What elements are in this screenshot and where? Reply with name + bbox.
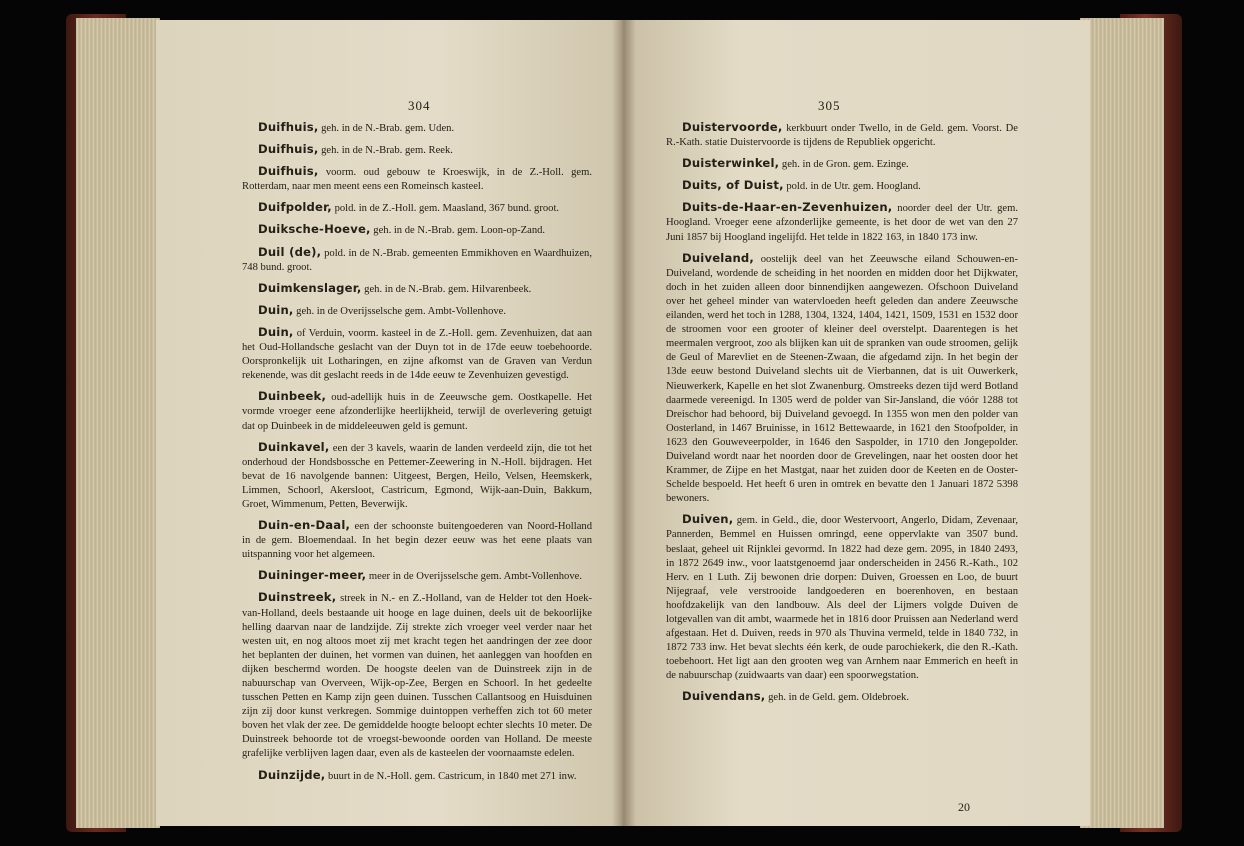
entry-headword: Duil (de), (258, 244, 322, 259)
entry-text: streek in N.- en Z.-Holland, van de Helder tot den Hoek-van-Holland, deels bestaande uit hooge en lage duinen, deels uit de bekoorlijke helling daarvan naar de landzijde. Zij strekte zich vroeger veel verder naar het westen uit, en nog altoos moet zij met kracht tegen het aandringen der zee door het beplanten der duinen, het vormen van duinen, het aanleggen van hoofden en dijken beschermd worden. De hoogste deelen van de Duinstreek zijn in de nabuurschap van Overveen, Wijk-op-Zee, Bergen en Schoorl. In het gedeelte tusschen Petten en Kamp zijn geen duinen. Tusschen Callantsoog en Huisduinen zijn zij door kunst verkregen. Sommige duintoppen verheffen zich tot 60 meter boven het vlak der zee. De gemiddelde hoogte beloopt echter slechts 10 meter. De Duinstreek behoorde tot de vroegst-bewoonde oorden van Holland. De meeste grafelijke verblijven lagen daar, even als de kasteelen der voornaamste edelen. (242, 593, 592, 760)
page-edges-left (76, 18, 160, 828)
entry-text: oostelijk deel van het Zeeuwsche eiland Schouwen-en-Duiveland, wordende de scheiding in het noorden en midden door het Dijkwater, doch in het zuiden alleen door binnendijken aangewezen. Ofschoon Duiveland over het geheel minder van watervloeden heeft geleden dan andere Zeeuwsche eilanden, werd het toch in 1288, 1304, 1324, 1404, 1421, 1509, 1531 en 1532 door de stroomen voor een grooter of kleiner deel overstelpt. Daarentegen is het meermalen vergroot, zoo als blijken kan uit de spranken van oude stroomen, gelijk de Geul of Marevliet en de Steenen-Zwaan, die afgedamd zijn. In het begin der 13de eeuw bestond Duiveland slechts uit de Vierbannen, dat is uit Ouwerkerk, Nieuwerkerk, Kapelle en het slot Zwanenburg. Omstreeks dezen tijd werd Botland daarmede vereenigd. In 1305 werd de polder van Sir-Jansland, die vóór 1288 tot Dreischor had behoord, bij Duiveland gevoegd. In 1355 won men den polder van Oosterland, in 1467 Bruinisse, in 1612 Bettewaarde, in 1621 den Stoofpolder, in 1623 den Gouweveerpolder, in 1646 den Saspolder, in 1710 den Jongepolder. Duiveland wordt naar het noorden door de Grevelingen, naar het oosten door het Krammer, de Zijpe en het Mastgat, naar het zuiden door de Keeten en de Ooster-Schelde bespoeld. Het heeft 6 uren in omtrek en bevatte den 1 Januari 1872 5398 bewoners. (666, 253, 1018, 505)
entry-text: geh. in de N.-Brab. gem. Loon-op-Zand. (370, 225, 546, 237)
entry-text: pold. in de Utr. gem. Hoogland. (783, 181, 921, 193)
entry-headword: Duinstreek, (258, 590, 337, 605)
entry-headword: Duifhuis, (258, 120, 319, 134)
entry-text: geh. in de N.-Brab. gem. Reek. (318, 145, 453, 157)
dictionary-entry (242, 768, 592, 784)
dictionary-entry (242, 440, 592, 512)
entry-headword: Duinzijde, (258, 767, 326, 782)
entry-text: meer in de Overijsselsche gem. Ambt-Vollenhove. (366, 571, 582, 583)
entry-text: buurt in de N.-Holl. gem. Castricum, in 1840 met 271 inw. (325, 770, 577, 782)
dictionary-entry (242, 325, 592, 383)
dictionary-entry (242, 281, 592, 297)
entry-headword: Duin-en-Daal, (258, 518, 351, 533)
entry-text: geh. in de Gron. gem. Ezinge. (779, 159, 909, 171)
entry-text: noorder deel der Utr. gem. Hoogland. Vroeger eene afzonderlijke gemeente, is het door de wet van den 27 Juni 1857 bij Hoogland ingelijfd. Het telde in 1822 163, in 1840 173 inw. (666, 203, 1018, 243)
dictionary-entry (666, 120, 1018, 150)
entry-headword: Duiveland, (682, 250, 755, 265)
dictionary-entry (242, 303, 592, 319)
entry-text: kerkbuurt onder Twello, in de Geld. gem. Voorst. De R.-Kath. statie Duistervoorde is tijdens de Republiek opgericht. (666, 123, 1018, 149)
right-page (622, 20, 1090, 826)
dictionary-entry (242, 518, 592, 562)
entry-headword: Duits-de-Haar-en-Zevenhuizen, (682, 200, 893, 215)
entry-headword: Duinbeek, (258, 389, 327, 404)
entry-headword: Duinkavel, (258, 439, 330, 454)
dictionary-entry (666, 251, 1018, 507)
page-number: 305 (818, 98, 841, 113)
entry-headword: Duiven, (682, 512, 734, 527)
entry-text: een der schoonste buitengoederen van Noord-Holland in de gem. Bloemendaal. In het begin dezer eeuw was het eene plaats van uitspanning voor het algemeen. (242, 521, 592, 561)
entry-text: een der 3 kavels, waarin de landen verdeeld zijn, die tot het onderhoud der Hondsbossche en Pettemer-Zeewering in N.-Holl. bijdragen. Het bevat de 16 navolgende bannen: Uitgeest, Bergen, Heilo, Velsen, Heemskerk, Limmen, Schoorl, Akersloot, Castricum, Egmond, Wijk-aan-Duin, Bakkum, Groet, Wimmenum, Petten, Beverwijk. (242, 442, 592, 510)
dictionary-entry (242, 590, 592, 761)
left-page (156, 20, 626, 826)
dictionary-entry (242, 389, 592, 433)
entry-text: gem. in Geld., die, door Westervoort, Angerlo, Didam, Zevenaar, Pannerden, Bemmel en Huissen omringd, eene oppervlakte van 3507 bund. beslaat, geheel uit Rijnklei gevormd. In 1822 had deze gem. 2095, in 1840 2493, in 1872 2649 inw., voor laatstgenoemd jaar onderscheiden in 2456 R.-Kath., 102 Herv. en 1 Luth. Zij bewonen drie dorpen: Duiven, Groessen en Loo, de buurt Nijegraaf, vele verstrooide landgoederen en boerenhoven, en bestaan hoofdzakelijk van den landbouw. Als deel der Lijmers volgde Duiven de lotgevallen van dit ambt, waarmede het in 1816 door Pruissen aan Nederland werd afgestaan. Het d. Duiven, reeds in 970 als Thuvina vermeld, telde in 1840 732, in 1872 733 inw. Het bevat slechts één kerk, de oude parochiekerk, die den R.-Kath. toebehoort. Het ligt aan den grooten weg van Arnhem naar Emmerich en heeft in de nabuurschap (zuidwaarts van daar) een spoorwegstation. (666, 515, 1018, 682)
entry-headword: Duistervoorde, (682, 120, 783, 134)
entry-text: geh. in de N.-Brab. gem. Uden. (318, 123, 455, 134)
dictionary-entry (242, 200, 592, 216)
entry-text: geh. in de Overijsselsche gem. Ambt-Vollenhove. (293, 305, 507, 317)
entry-text: geh. in de Geld. gem. Oldebroek. (765, 692, 909, 704)
entry-headword: Duininger-meer, (258, 568, 367, 583)
entry-text: geh. in de N.-Brab. gem. Hilvarenbeek. (361, 283, 532, 295)
entry-headword: Duimkenslager, (258, 280, 362, 295)
entry-list (666, 120, 1018, 712)
entry-headword: Duits, of Duist, (682, 178, 784, 193)
dictionary-entry (242, 222, 592, 238)
entry-text: pold. in de N.-Brab. gemeenten Emmikhoven en Waardhuizen, 748 bund. groot. (242, 247, 592, 273)
dictionary-entry (666, 689, 1018, 705)
page-edges-right (1080, 18, 1164, 828)
entry-text: voorm. oud gebouw te Kroeswijk, in de Z.-Holl. gem. Rotterdam, naar men meent eens een Romeinsch kasteel. (242, 167, 592, 193)
dictionary-entry (666, 156, 1018, 172)
page-number: 304 (408, 98, 431, 113)
entry-text: oud-adellijk huis in de Zeeuwsche gem. Oostkapelle. Het vormde vroeger eene afzonderlijke heerlijkheid, terwijl de overlevering getuigt dat op Duinbeek in de middeleeuwen geld is gemunt. (242, 392, 592, 432)
dictionary-entry (666, 512, 1018, 683)
dictionary-entry (666, 178, 1018, 194)
signature-mark: 20 (958, 800, 970, 814)
entry-headword: Duivendans, (682, 689, 766, 704)
dictionary-entry (242, 245, 592, 275)
entry-headword: Duiksche-Hoeve, (258, 222, 371, 237)
entry-headword: Duifhuis, (258, 164, 319, 179)
entry-headword: Duifhuis, (258, 142, 319, 157)
dictionary-entry (666, 200, 1018, 244)
dictionary-entry (242, 120, 592, 136)
book-gutter (612, 20, 636, 826)
entry-list (242, 120, 592, 790)
entry-text: of Verduin, voorm. kasteel in de Z.-Holl. gem. Zevenhuizen, dat aan het Oud-Hollandsche geslacht van der Duyn tot in de 17de eeuw toebehoorde. Oorspronkelijk uit Lotharingen, en zijne afkomst van de Graven van Verdun rekenende, was dit geslacht reeds in de 14de eeuw te Zevenhuizen gevestigd. (242, 327, 592, 382)
dictionary-entry (242, 142, 592, 158)
entry-text: pold. in de Z.-Holl. gem. Maasland, 367 bund. groot. (331, 203, 560, 215)
dictionary-entry (242, 164, 592, 194)
entry-headword: Duifpolder, (258, 200, 332, 215)
entry-headword: Duin, (258, 324, 294, 339)
entry-headword: Duisterwinkel, (682, 156, 780, 171)
entry-headword: Duin, (258, 302, 294, 317)
dictionary-entry (242, 568, 592, 584)
